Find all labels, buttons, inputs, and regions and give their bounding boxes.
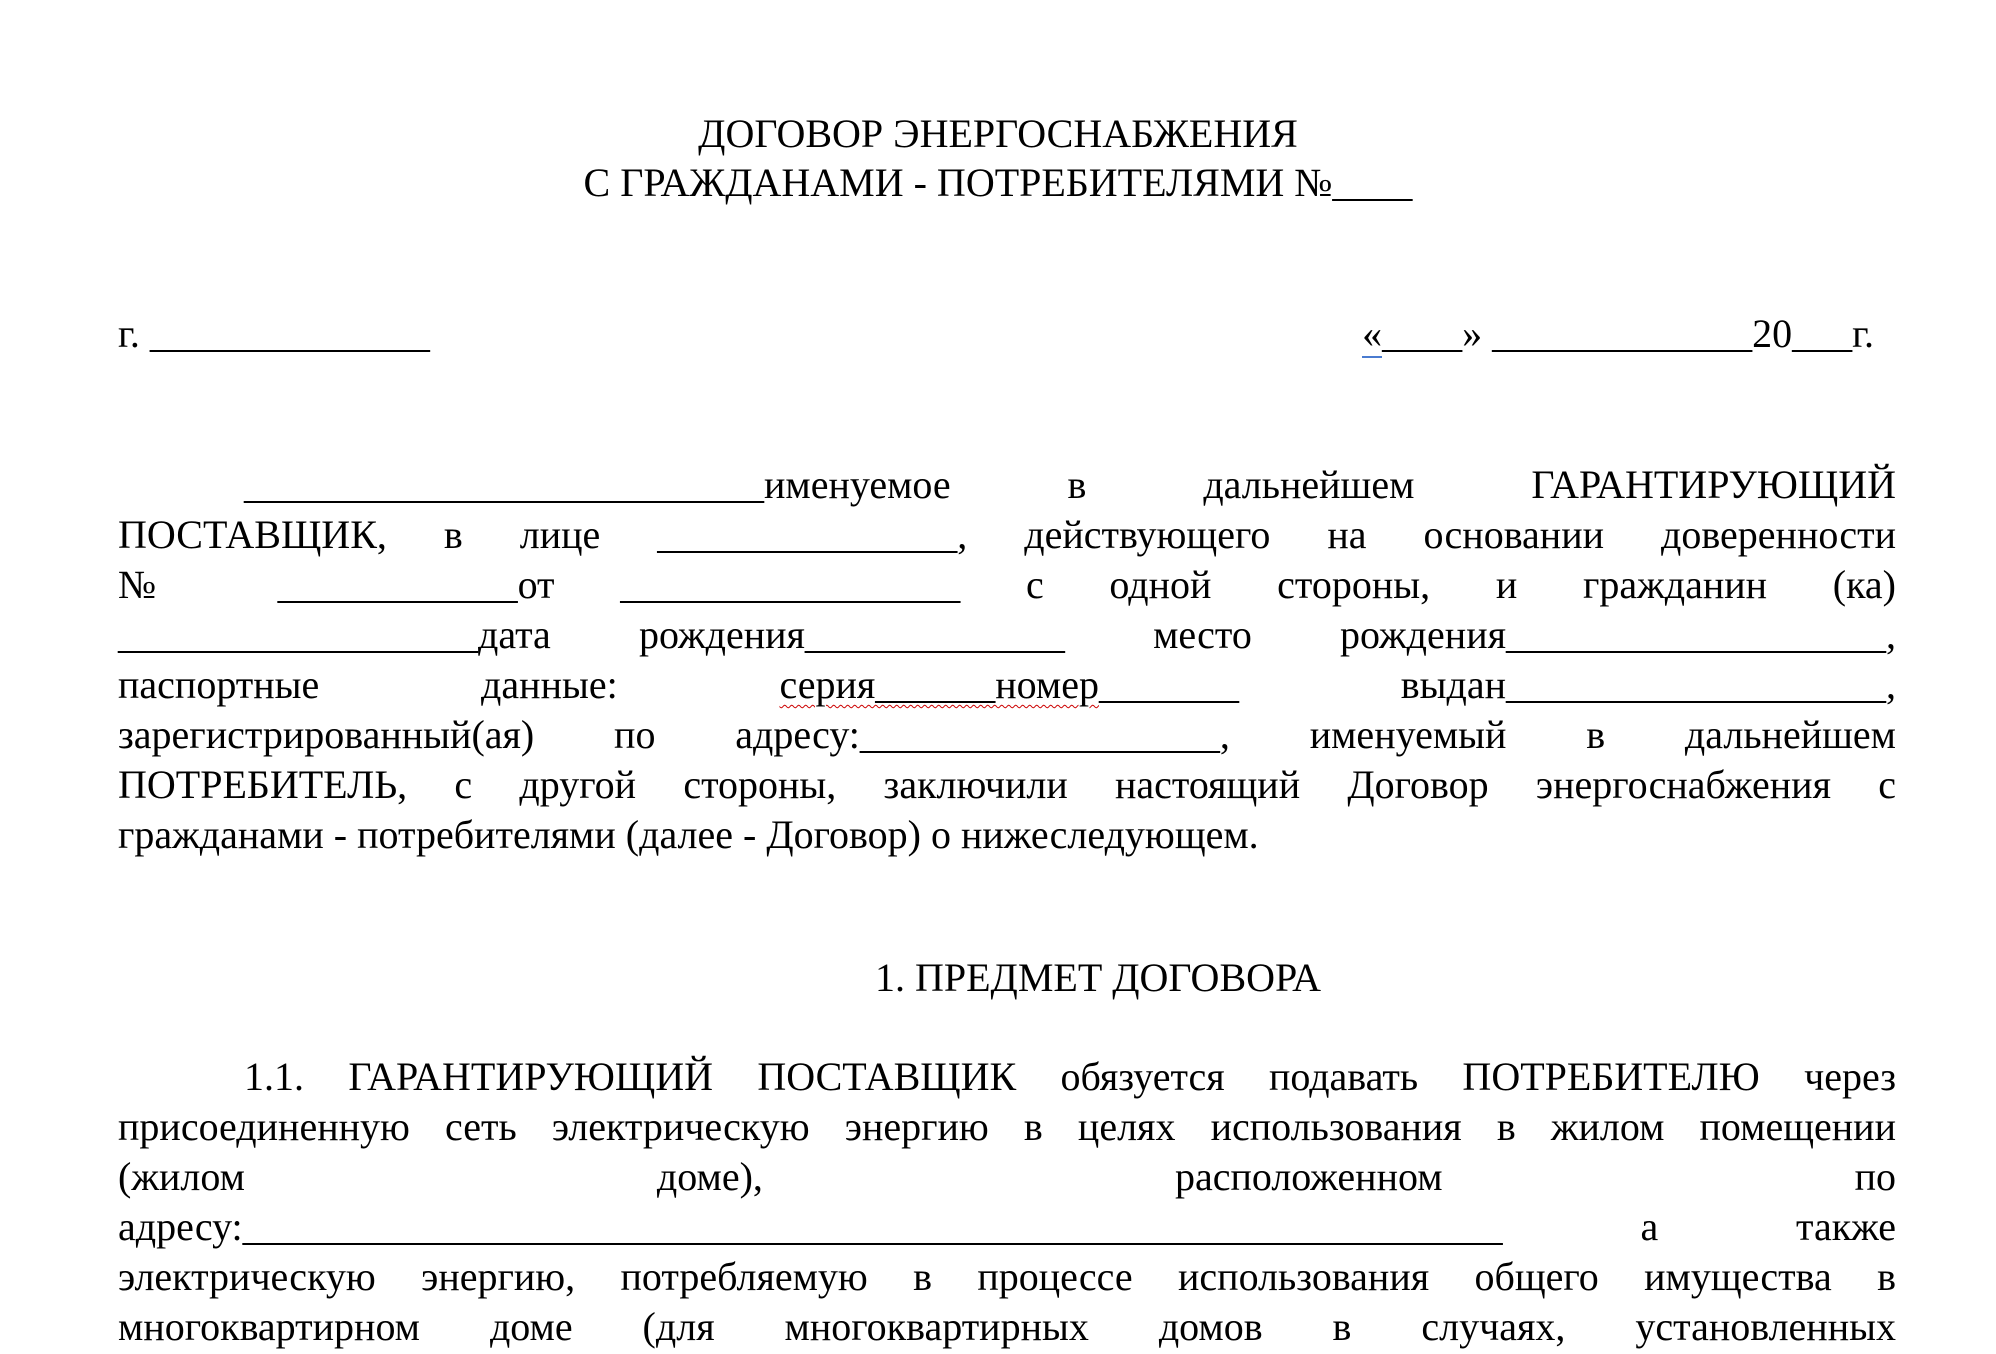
section1-line: присоединенную сеть электрическую энергию в целях использования в жилом помещении (118, 1104, 1896, 1149)
section1-line: электрическую энергию, потребляемую в процессе использования общего имущества в (118, 1254, 1896, 1299)
spellcheck-underline: серия______номер (779, 662, 1099, 707)
parties-line: ПОТРЕБИТЕЛЬ, с другой стороны, заключили настоящий Договор энергоснабжения с (118, 762, 1896, 807)
section1-line: адресу:_______________________________________________________________ а также (118, 1204, 1896, 1249)
date-rest: ____» _____________20___г. (1382, 311, 1874, 356)
parties-line: гражданами - потребителями (далее - Договор) о нижеследующем. (118, 812, 1259, 857)
city-field: г. ______________ (118, 311, 430, 356)
section1-line: 1.1. ГАРАНТИРУЮЩИЙ ПОСТАВЩИК обязуется подавать ПОТРЕБИТЕЛЮ через (244, 1054, 1896, 1099)
parties-line: ПОСТАВЩИК, в лице _______________, действующего на основании доверенности (118, 512, 1896, 557)
parties-line: № ____________от _________________ с одной стороны, и гражданин (ка) (118, 562, 1896, 607)
parties-line-passport: паспортные данные: серия______номер_______ выдан___________________, (118, 662, 1897, 707)
date-field (1362, 310, 1874, 358)
section1-line: (жилом доме), расположенном по (118, 1154, 1896, 1199)
parties-paragraph (118, 460, 1896, 860)
parties-line: зарегистрированный(ая) по адресу:__________________, именуемый в дальнейшем (118, 712, 1896, 757)
parties-line: __________________________именуемое в дальнейшем ГАРАНТИРУЮЩИЙ (244, 462, 1896, 507)
document-subtitle: С ГРАЖДАНАМИ - ПОТРЕБИТЕЛЯМИ №____ (583, 160, 1413, 205)
date-open-quote: « (1362, 311, 1383, 356)
section1-paragraph (118, 1052, 1896, 1352)
section-heading: 1. ПРЕДМЕТ ДОГОВОРА (874, 955, 1322, 1000)
parties-line: __________________дата рождения_____________ место рождения___________________, (118, 612, 1896, 657)
section1-line: многоквартирном доме (для многоквартирных домов в случаях, установленных (118, 1304, 1896, 1349)
document-title: ДОГОВОР ЭНЕРГОСНАБЖЕНИЯ (698, 111, 1298, 156)
